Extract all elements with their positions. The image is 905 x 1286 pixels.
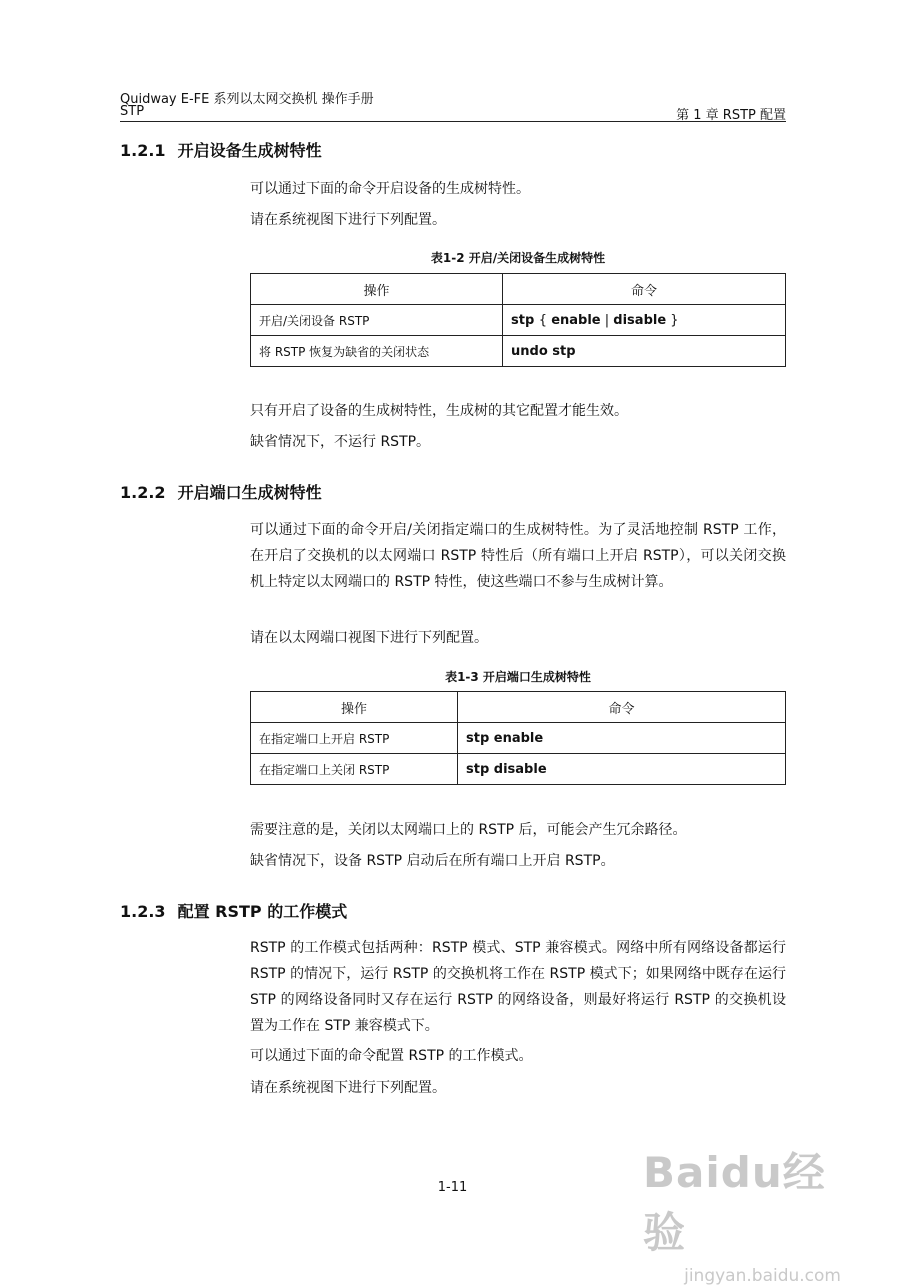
- table-header-row: [251, 274, 786, 305]
- section-heading-1-2-3: [120, 899, 347, 922]
- table-header-cell: 操作: [251, 274, 503, 305]
- section-title: 配置 RSTP 的工作模式: [177, 902, 348, 921]
- section-title: 开启端口生成树特性: [177, 483, 322, 502]
- command-table-1-3: [250, 691, 786, 785]
- command-separator: |: [600, 312, 614, 328]
- paragraph: 请在系统视图下进行下列配置。: [250, 212, 446, 228]
- paragraph: 需要注意的是，关闭以太网端口上的 RSTP 后，可能会产生冗余路径。: [250, 822, 687, 838]
- table-row: [251, 336, 786, 367]
- header-chapter-label: 第 1 章 RSTP 配置: [676, 108, 786, 123]
- table-row: [251, 723, 786, 754]
- watermark-logo: Baidu经验: [643, 1148, 826, 1257]
- section-title: 开启设备生成树特性: [177, 141, 322, 160]
- watermark-url: jingyan.baidu.com: [684, 1266, 841, 1286]
- table-caption: 表1-3 开启端口生成树特性: [445, 670, 591, 684]
- operation-cell: 将 RSTP 恢复为缺省的关闭状态: [251, 336, 503, 367]
- section-heading-1-2-1: [120, 138, 322, 161]
- paragraph: 请在以太网端口视图下进行下列配置。: [250, 630, 488, 646]
- page-number: 1-11: [437, 1180, 468, 1195]
- command-brace: }: [666, 312, 679, 328]
- command-keyword: disable: [613, 312, 667, 328]
- section-number: 1.2.2: [120, 483, 166, 502]
- command-brace: {: [538, 312, 552, 328]
- header-section-label: STP: [120, 104, 145, 119]
- section-heading-1-2-2: [120, 480, 322, 503]
- table-header-cell: 命令: [458, 692, 786, 723]
- command-cell: [503, 305, 786, 336]
- paragraph: 只有开启了设备的生成树特性，生成树的其它配置才能生效。: [250, 403, 628, 419]
- paragraph: 缺省情况下，不运行 RSTP。: [250, 434, 431, 450]
- command-cell: stp disable: [458, 754, 786, 785]
- operation-cell: 在指定端口上开启 RSTP: [251, 723, 458, 754]
- command-keyword: enable: [551, 312, 601, 328]
- table-row: [251, 305, 786, 336]
- operation-cell: 在指定端口上关闭 RSTP: [251, 754, 458, 785]
- table-header-cell: 命令: [503, 274, 786, 305]
- paragraph: 请在系统视图下进行下列配置。: [250, 1080, 446, 1096]
- table-header-row: [251, 692, 786, 723]
- command-keyword: stp: [511, 312, 539, 328]
- baidu-watermark: [643, 1140, 853, 1286]
- operation-cell: 开启/关闭设备 RSTP: [251, 305, 503, 336]
- paragraph: 可以通过下面的命令配置 RSTP 的工作模式。: [250, 1048, 533, 1064]
- command-cell: stp enable: [458, 723, 786, 754]
- command-cell: undo stp: [503, 336, 786, 367]
- header-manual-title: Quidway E-FE 系列以太网交换机 操作手册: [120, 92, 374, 107]
- table-caption: 表1-2 开启/关闭设备生成树特性: [430, 251, 606, 265]
- section-number: 1.2.3: [120, 902, 166, 921]
- table-row: [251, 754, 786, 785]
- header-rule: [120, 121, 786, 122]
- table-header-cell: 操作: [251, 692, 458, 723]
- paragraph: RSTP 的工作模式包括两种：RSTP 模式、STP 兼容模式。网络中所有网络设备都运行 RSTP 的情况下，运行 RSTP 的交换机将工作在 RSTP 模式下；如果网络中既存在运行 STP 的网络设备同时又存在运行 RSTP 的网络设备，则最好将运行 RSTP 的交换机设置为工作在 STP 兼容模式下。: [250, 940, 786, 1034]
- paragraph: 可以通过下面的命令开启/关闭指定端口的生成树特性。为了灵活地控制 RSTP 工作，在开启了交换机的以太网端口 RSTP 特性后（所有端口上开启 RSTP），可以关闭交换机上特定以太网端口的 RSTP 特性，使这些端口不参与生成树计算。: [250, 522, 786, 590]
- paragraph: 缺省情况下，设备 RSTP 启动后在所有端口上开启 RSTP。: [250, 853, 615, 869]
- command-table-1-2: [250, 273, 786, 367]
- section-number: 1.2.1: [120, 141, 166, 160]
- paragraph: 可以通过下面的命令开启设备的生成树特性。: [250, 181, 530, 197]
